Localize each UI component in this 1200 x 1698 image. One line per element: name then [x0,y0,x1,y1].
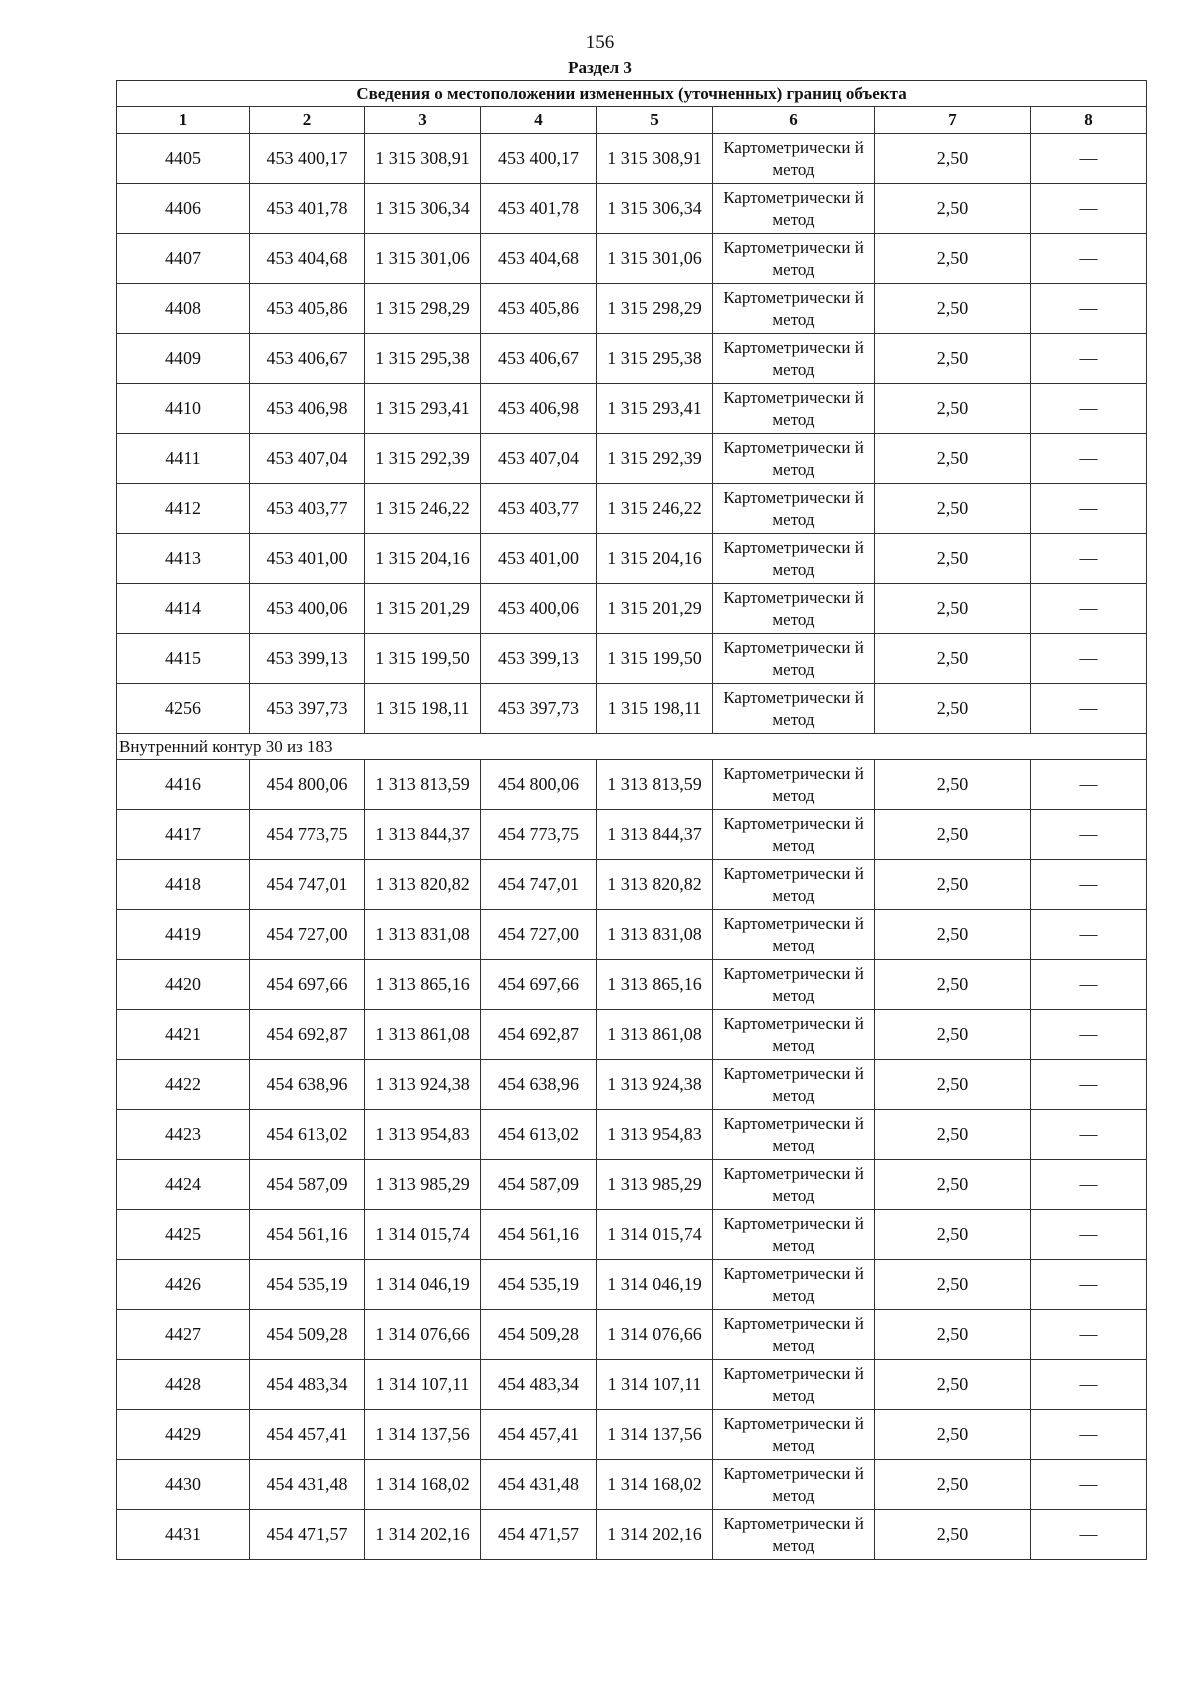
cell-point-number: 4410 [117,384,250,434]
cell-point-number: 4416 [117,760,250,810]
cell-method: Картометрически й метод [713,1360,875,1410]
cell-method: Картометрически й метод [713,1210,875,1260]
table-row [117,1310,1147,1360]
cell-x-old: 454 561,16 [250,1210,365,1260]
cell-description: — [1031,1460,1147,1510]
cell-method: Картометрически й метод [713,1460,875,1510]
cell-y-new: 1 315 204,16 [597,534,713,584]
cell-x-old: 453 405,86 [250,284,365,334]
cell-y-old: 1 315 198,11 [365,684,481,734]
cell-method: Картометрически й метод [713,384,875,434]
cell-y-new: 1 314 137,56 [597,1410,713,1460]
cell-x-old: 453 406,98 [250,384,365,434]
cell-method: Картометрически й метод [713,910,875,960]
cell-x-new: 453 400,17 [481,134,597,184]
table-body [117,134,1147,1560]
cell-y-new: 1 313 865,16 [597,960,713,1010]
cell-point-number: 4427 [117,1310,250,1360]
cell-accuracy: 2,50 [875,1510,1031,1560]
boundary-coordinates-table [116,80,1147,1560]
column-number-7: 7 [875,107,1031,134]
cell-y-new: 1 315 201,29 [597,584,713,634]
cell-description: — [1031,760,1147,810]
cell-x-new: 453 400,06 [481,584,597,634]
cell-x-new: 454 509,28 [481,1310,597,1360]
cell-x-old: 454 471,57 [250,1510,365,1560]
cell-x-new: 454 471,57 [481,1510,597,1560]
cell-y-old: 1 315 295,38 [365,334,481,384]
cell-method: Картометрически й метод [713,1410,875,1460]
cell-method: Картометрически й метод [713,860,875,910]
cell-accuracy: 2,50 [875,1360,1031,1410]
cell-point-number: 4426 [117,1260,250,1310]
cell-x-old: 454 457,41 [250,1410,365,1460]
column-number-1: 1 [117,107,250,134]
cell-y-new: 1 314 076,66 [597,1310,713,1360]
cell-x-old: 454 773,75 [250,810,365,860]
cell-accuracy: 2,50 [875,534,1031,584]
cell-method: Картометрически й метод [713,134,875,184]
table-row [117,1060,1147,1110]
cell-accuracy: 2,50 [875,684,1031,734]
cell-point-number: 4409 [117,334,250,384]
cell-y-old: 1 315 298,29 [365,284,481,334]
cell-description: — [1031,1310,1147,1360]
cell-method: Картометрически й метод [713,434,875,484]
cell-x-old: 453 400,17 [250,134,365,184]
cell-y-old: 1 313 813,59 [365,760,481,810]
table-row [117,1510,1147,1560]
cell-x-new: 454 747,01 [481,860,597,910]
cell-y-old: 1 315 204,16 [365,534,481,584]
table-row [117,634,1147,684]
cell-y-new: 1 313 813,59 [597,760,713,810]
cell-y-new: 1 315 298,29 [597,284,713,334]
column-number-6: 6 [713,107,875,134]
cell-accuracy: 2,50 [875,184,1031,234]
table-row [117,1210,1147,1260]
cell-x-new: 453 401,00 [481,534,597,584]
table-row [117,910,1147,960]
cell-point-number: 4424 [117,1160,250,1210]
cell-description: — [1031,1410,1147,1460]
cell-y-old: 1 313 865,16 [365,960,481,1010]
table-row [117,584,1147,634]
cell-y-new: 1 313 844,37 [597,810,713,860]
cell-method: Картометрически й метод [713,1160,875,1210]
cell-x-new: 453 397,73 [481,684,597,734]
cell-accuracy: 2,50 [875,284,1031,334]
cell-y-new: 1 315 306,34 [597,184,713,234]
cell-point-number: 4425 [117,1210,250,1260]
cell-x-old: 453 406,67 [250,334,365,384]
cell-x-old: 454 483,34 [250,1360,365,1410]
cell-y-old: 1 314 015,74 [365,1210,481,1260]
cell-accuracy: 2,50 [875,910,1031,960]
cell-method: Картометрически й метод [713,184,875,234]
table-row [117,1260,1147,1310]
cell-x-new: 454 431,48 [481,1460,597,1510]
table-row [117,960,1147,1010]
cell-method: Картометрически й метод [713,810,875,860]
cell-y-new: 1 315 198,11 [597,684,713,734]
cell-method: Картометрически й метод [713,760,875,810]
cell-x-old: 453 401,78 [250,184,365,234]
table-row [117,810,1147,860]
cell-accuracy: 2,50 [875,334,1031,384]
cell-x-new: 454 773,75 [481,810,597,860]
cell-point-number: 4417 [117,810,250,860]
cell-x-old: 453 400,06 [250,584,365,634]
cell-accuracy: 2,50 [875,810,1031,860]
cell-description: — [1031,284,1147,334]
cell-y-old: 1 314 137,56 [365,1410,481,1460]
cell-y-new: 1 314 107,11 [597,1360,713,1410]
cell-x-old: 454 697,66 [250,960,365,1010]
table-row [117,184,1147,234]
cell-point-number: 4422 [117,1060,250,1110]
cell-y-old: 1 315 246,22 [365,484,481,534]
cell-point-number: 4431 [117,1510,250,1560]
cell-y-old: 1 313 924,38 [365,1060,481,1110]
cell-y-new: 1 314 202,16 [597,1510,713,1560]
cell-method: Картометрически й метод [713,234,875,284]
cell-description: — [1031,1260,1147,1310]
cell-method: Картометрически й метод [713,1310,875,1360]
cell-y-new: 1 315 292,39 [597,434,713,484]
cell-x-new: 453 399,13 [481,634,597,684]
table-row [117,1410,1147,1460]
cell-x-new: 453 406,67 [481,334,597,384]
cell-method: Картометрически й метод [713,534,875,584]
cell-description: — [1031,810,1147,860]
cell-accuracy: 2,50 [875,434,1031,484]
table-row [117,1110,1147,1160]
cell-point-number: 4428 [117,1360,250,1410]
cell-y-new: 1 315 308,91 [597,134,713,184]
cell-method: Картометрически й метод [713,1260,875,1310]
table-row [117,134,1147,184]
cell-y-new: 1 315 301,06 [597,234,713,284]
cell-point-number: 4421 [117,1010,250,1060]
cell-x-old: 454 535,19 [250,1260,365,1310]
table-row [117,334,1147,384]
cell-method: Картометрически й метод [713,284,875,334]
cell-y-old: 1 313 861,08 [365,1010,481,1060]
cell-x-new: 454 535,19 [481,1260,597,1310]
cell-y-old: 1 314 202,16 [365,1510,481,1560]
cell-point-number: 4420 [117,960,250,1010]
table-row [117,534,1147,584]
cell-description: — [1031,634,1147,684]
cell-method: Картометрически й метод [713,684,875,734]
cell-accuracy: 2,50 [875,234,1031,284]
cell-point-number: 4429 [117,1410,250,1460]
cell-description: — [1031,134,1147,184]
cell-point-number: 4430 [117,1460,250,1510]
cell-description: — [1031,1160,1147,1210]
cell-x-new: 453 404,68 [481,234,597,284]
cell-x-old: 454 638,96 [250,1060,365,1110]
cell-description: — [1031,910,1147,960]
cell-method: Картометрически й метод [713,1110,875,1160]
table-row [117,760,1147,810]
cell-accuracy: 2,50 [875,1110,1031,1160]
cell-description: — [1031,384,1147,434]
column-number-2: 2 [250,107,365,134]
cell-x-new: 453 401,78 [481,184,597,234]
table-row [117,284,1147,334]
cell-description: — [1031,534,1147,584]
cell-description: — [1031,960,1147,1010]
cell-y-old: 1 315 308,91 [365,134,481,184]
cell-accuracy: 2,50 [875,1260,1031,1310]
cell-description: — [1031,1210,1147,1260]
cell-y-new: 1 313 861,08 [597,1010,713,1060]
cell-y-new: 1 314 046,19 [597,1260,713,1310]
cell-description: — [1031,234,1147,284]
cell-point-number: 4408 [117,284,250,334]
cell-method: Картометрически й метод [713,334,875,384]
cell-method: Картометрически й метод [713,484,875,534]
cell-accuracy: 2,50 [875,1410,1031,1460]
cell-description: — [1031,184,1147,234]
cell-x-new: 454 613,02 [481,1110,597,1160]
cell-y-old: 1 315 301,06 [365,234,481,284]
cell-y-old: 1 314 046,19 [365,1260,481,1310]
cell-accuracy: 2,50 [875,1310,1031,1360]
cell-description: — [1031,434,1147,484]
column-number-3: 3 [365,107,481,134]
cell-x-new: 453 407,04 [481,434,597,484]
cell-x-new: 454 697,66 [481,960,597,1010]
cell-point-number: 4406 [117,184,250,234]
cell-accuracy: 2,50 [875,860,1031,910]
cell-y-new: 1 313 924,38 [597,1060,713,1110]
cell-accuracy: 2,50 [875,634,1031,684]
column-number-5: 5 [597,107,713,134]
section-title: Раздел 3 [568,58,632,77]
cell-y-new: 1 315 293,41 [597,384,713,434]
cell-point-number: 4413 [117,534,250,584]
cell-x-old: 454 431,48 [250,1460,365,1510]
cell-point-number: 4411 [117,434,250,484]
table-row [117,484,1147,534]
cell-x-new: 454 561,16 [481,1210,597,1260]
cell-method: Картометрически й метод [713,1010,875,1060]
table-row [117,384,1147,434]
cell-x-old: 454 747,01 [250,860,365,910]
table-row [117,684,1147,734]
cell-point-number: 4407 [117,234,250,284]
cell-y-old: 1 315 201,29 [365,584,481,634]
table-row [117,860,1147,910]
page-number: 156 [585,32,615,53]
cell-accuracy: 2,50 [875,1460,1031,1510]
cell-y-old: 1 314 168,02 [365,1460,481,1510]
cell-point-number: 4418 [117,860,250,910]
cell-y-new: 1 313 831,08 [597,910,713,960]
cell-y-new: 1 315 295,38 [597,334,713,384]
cell-x-new: 454 483,34 [481,1360,597,1410]
cell-method: Картометрически й метод [713,1510,875,1560]
cell-accuracy: 2,50 [875,584,1031,634]
table-caption: Сведения о местоположении измененных (уточненных) границ объекта [117,81,1147,107]
cell-x-new: 454 692,87 [481,1010,597,1060]
cell-description: — [1031,334,1147,384]
cell-y-old: 1 315 292,39 [365,434,481,484]
cell-y-new: 1 313 820,82 [597,860,713,910]
table-row [117,1160,1147,1210]
cell-x-new: 454 800,06 [481,760,597,810]
cell-method: Картометрически й метод [713,634,875,684]
table-row [117,1010,1147,1060]
column-number-4: 4 [481,107,597,134]
cell-y-old: 1 313 954,83 [365,1110,481,1160]
cell-x-new: 454 587,09 [481,1160,597,1210]
cell-point-number: 4415 [117,634,250,684]
cell-y-new: 1 313 954,83 [597,1110,713,1160]
cell-accuracy: 2,50 [875,760,1031,810]
cell-description: — [1031,584,1147,634]
cell-point-number: 4405 [117,134,250,184]
cell-description: — [1031,484,1147,534]
cell-x-new: 453 406,98 [481,384,597,434]
contour-row [117,734,1147,760]
cell-x-old: 454 692,87 [250,1010,365,1060]
cell-description: — [1031,684,1147,734]
cell-y-old: 1 313 820,82 [365,860,481,910]
cell-x-new: 453 405,86 [481,284,597,334]
cell-point-number: 4419 [117,910,250,960]
cell-y-old: 1 313 844,37 [365,810,481,860]
cell-x-new: 454 638,96 [481,1060,597,1110]
table-row [117,234,1147,284]
cell-y-old: 1 313 985,29 [365,1160,481,1210]
cell-accuracy: 2,50 [875,1010,1031,1060]
cell-x-old: 453 397,73 [250,684,365,734]
cell-x-old: 454 727,00 [250,910,365,960]
cell-x-old: 453 399,13 [250,634,365,684]
cell-y-old: 1 313 831,08 [365,910,481,960]
cell-accuracy: 2,50 [875,960,1031,1010]
cell-description: — [1031,1010,1147,1060]
cell-x-old: 453 407,04 [250,434,365,484]
cell-description: — [1031,1360,1147,1410]
cell-point-number: 4412 [117,484,250,534]
cell-accuracy: 2,50 [875,1160,1031,1210]
cell-description: — [1031,1110,1147,1160]
column-number-row [117,107,1147,134]
cell-x-new: 454 457,41 [481,1410,597,1460]
cell-accuracy: 2,50 [875,1210,1031,1260]
contour-label: Внутренний контур 30 из 183 [117,734,1147,760]
cell-x-old: 454 613,02 [250,1110,365,1160]
cell-point-number: 4414 [117,584,250,634]
cell-y-old: 1 314 107,11 [365,1360,481,1410]
cell-y-new: 1 315 199,50 [597,634,713,684]
table-row [117,1460,1147,1510]
cell-x-old: 454 587,09 [250,1160,365,1210]
cell-x-old: 453 401,00 [250,534,365,584]
cell-x-old: 453 404,68 [250,234,365,284]
cell-x-old: 453 403,77 [250,484,365,534]
cell-accuracy: 2,50 [875,1060,1031,1110]
cell-x-new: 453 403,77 [481,484,597,534]
cell-accuracy: 2,50 [875,484,1031,534]
cell-point-number: 4256 [117,684,250,734]
cell-accuracy: 2,50 [875,134,1031,184]
cell-x-new: 454 727,00 [481,910,597,960]
column-number-8: 8 [1031,107,1147,134]
cell-y-old: 1 315 293,41 [365,384,481,434]
cell-method: Картометрически й метод [713,584,875,634]
cell-y-old: 1 315 199,50 [365,634,481,684]
cell-y-new: 1 313 985,29 [597,1160,713,1210]
cell-y-old: 1 314 076,66 [365,1310,481,1360]
cell-accuracy: 2,50 [875,384,1031,434]
cell-y-new: 1 315 246,22 [597,484,713,534]
table-row [117,434,1147,484]
table-row [117,1360,1147,1410]
cell-y-new: 1 314 168,02 [597,1460,713,1510]
cell-y-new: 1 314 015,74 [597,1210,713,1260]
cell-description: — [1031,860,1147,910]
cell-x-old: 454 509,28 [250,1310,365,1360]
cell-y-old: 1 315 306,34 [365,184,481,234]
cell-method: Картометрически й метод [713,960,875,1010]
cell-description: — [1031,1510,1147,1560]
cell-point-number: 4423 [117,1110,250,1160]
cell-x-old: 454 800,06 [250,760,365,810]
cell-method: Картометрически й метод [713,1060,875,1110]
cell-description: — [1031,1060,1147,1110]
